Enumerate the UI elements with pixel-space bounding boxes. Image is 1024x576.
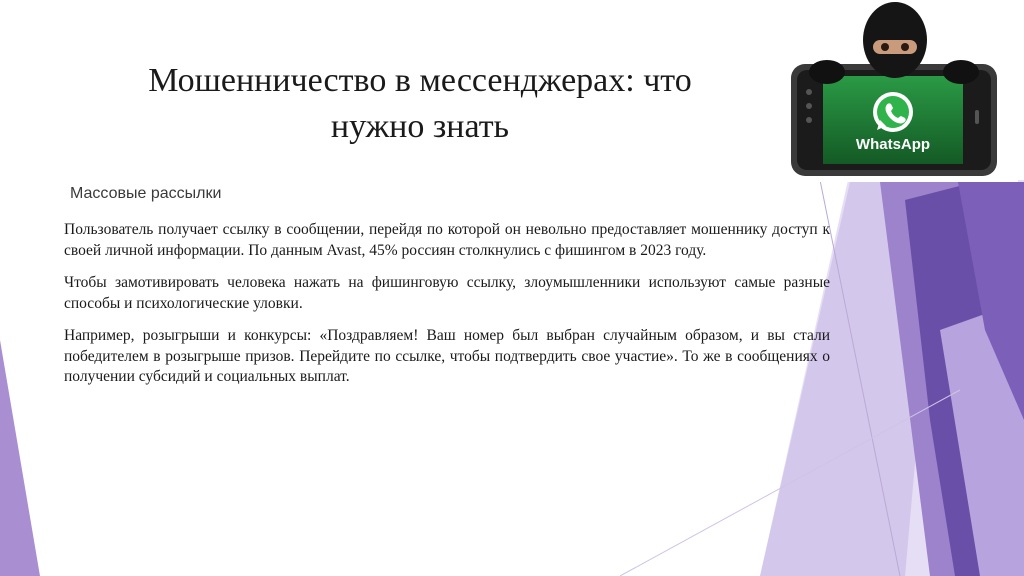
body-text — [64, 220, 830, 400]
paragraph-1: Пользователь получает ссылку в сообщении, перейдя по которой он невольно предоставляет мошеннику доступ к своей личной информации. По данным Avast, 45% россиян столкнулись с фишингом в 2023 году. — [64, 221, 830, 259]
section-subtitle: Массовые рассылки — [70, 185, 222, 202]
slide-title — [90, 58, 750, 150]
paragraph-3: Например, розыгрыши и конкурсы: «Поздравляем! Ваш номер был выбран случайным образом, и вы стали победителем в розыгрыше призов. Перейдите по ссылке, чтобы подтвердить свое участие». То же в сообщениях о получении субсидий и социальных выплат. — [64, 327, 830, 385]
hacker-right-hand — [943, 60, 979, 84]
paragraph-2: Чтобы замотивировать человека нажать на фишинговую ссылку, злоумышленники используют самые разные способы и психологические уловки. — [64, 274, 830, 312]
title-line-1: Мошенничество в мессенджерах: что — [148, 62, 692, 99]
title-line-2: нужно знать — [330, 108, 510, 145]
whatsapp-banner-image — [765, 0, 1018, 182]
whatsapp-icon — [873, 92, 913, 132]
whatsapp-label: WhatsApp — [855, 136, 931, 153]
left-purple-shape — [0, 340, 40, 576]
hacker-left-hand — [809, 60, 845, 84]
